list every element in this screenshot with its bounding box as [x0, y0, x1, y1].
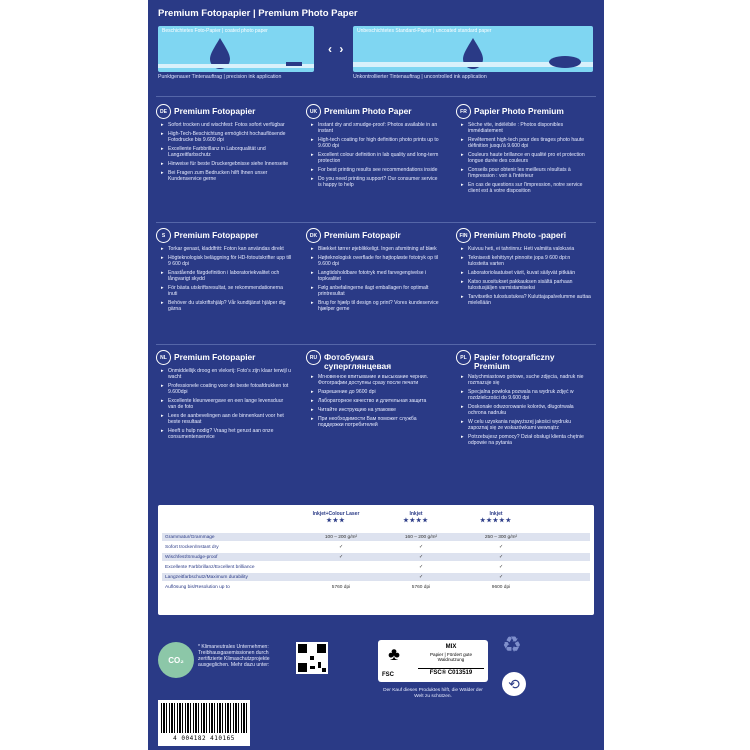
- bullet: ▸ Excellent colour definition in lab quality and long-term protection: [318, 152, 442, 164]
- table-column-header: [378, 511, 454, 524]
- bullet: ▸ Excellente Farbbrillanz in Laborqualität und Langzeitfarbschutz: [168, 146, 292, 158]
- table-cell: 5760 dpi: [411, 584, 431, 590]
- fsc-code: FSC® C013519: [418, 668, 484, 676]
- bullet: ▸ Högteknologisk beläggning för HD-fotoutskrifter upp till 9 600 dpi: [168, 255, 292, 267]
- bullet: ▸ Bei Fragen zum Bedrucken hilft Ihnen unser Kundenservice gerne: [168, 170, 292, 182]
- table-row: [162, 573, 590, 581]
- qr-code-icon: [296, 642, 328, 674]
- coated-paper-illustration: [158, 26, 314, 72]
- fsc-subtitle: Papier | Fördert gute Waldnutzung: [429, 652, 473, 662]
- coated-caption: Beschichtetes Foto-Papier | coated photo paper: [162, 28, 268, 34]
- section-de: [156, 104, 292, 182]
- bullet: ▸ Onmiddellijk droog en vlekvrij: Foto's zijn klaar terwijl u wacht: [168, 368, 292, 380]
- bullet: ▸ Tarvitsetko tulostustukea? Kuluttajapalvelumme auttaa mielellään: [468, 294, 592, 306]
- column-name: Inkjet: [489, 511, 503, 517]
- column-name: Inkjet+Colour Laser: [312, 511, 360, 517]
- bullet: ▸ Kuivuu heti, ei tahriinnu: Heti valmiita valokuvia: [468, 246, 592, 252]
- bullet: ▸ For best printing results see recommendations inside: [318, 167, 442, 173]
- section-title: Фотобумага суперглянцевая: [324, 352, 392, 371]
- table-cell: ✓: [418, 544, 424, 550]
- ink-drop-icon: [158, 26, 314, 72]
- table-column-header: [458, 511, 534, 524]
- table-cell: 9600 dpi: [491, 584, 511, 590]
- bullet: ▸ Katso suositukset pakkauksen sisältä parhaan tulostusjäljen varmistamiseksi: [468, 279, 592, 291]
- language-badge: NL: [156, 350, 171, 365]
- row-label: Wischfest/Smudge-proof: [165, 554, 218, 560]
- table-row: [162, 553, 590, 561]
- section-title: Premium Fotopapier: [174, 352, 256, 362]
- section-title: Premium Fotopapir: [324, 230, 401, 240]
- table-cell: ✓: [498, 544, 504, 550]
- language-badge: RU: [306, 350, 321, 365]
- section-fin: [456, 228, 592, 306]
- uncontrolled-caption: Unkontrollierter Tintenauftrag | uncontrolled ink application: [353, 74, 487, 80]
- table-cell: ✓: [338, 544, 344, 550]
- bullet: ▸ Laboratoriolaatuiset värit, kuvat säilyvät pitkään: [468, 270, 592, 276]
- divider: [156, 222, 596, 223]
- section-nl: [156, 350, 292, 440]
- table-cell: ✓: [498, 564, 504, 570]
- bullet: ▸ Instant dry and smudge-proof: Photos available in an instant: [318, 122, 442, 134]
- section-title: Premium Fotopapper: [174, 230, 259, 240]
- language-badge: FR: [456, 104, 471, 119]
- section-dk: [306, 228, 442, 312]
- table-column-header: [298, 511, 374, 524]
- barcode: [158, 700, 250, 746]
- table-cell: ✓: [498, 574, 504, 580]
- table-row: [162, 543, 590, 551]
- fsc-mix: MIX: [445, 644, 457, 650]
- climate-text: * Klimaneutrales Unternehmen: Treibhausgasemissionen durch zertifizierte Klimaschutzprojekte ausgeglichen. Mehr dazu unter:: [198, 644, 270, 668]
- bullet: ▸ Lees de aanbevelingen aan de binnenkant voor het beste resultaat: [168, 413, 292, 425]
- language-badge: PL: [456, 350, 471, 365]
- bullet: ▸ W celu uzyskania najwyższej jakości wydruku zapoznaj się ze wskazówkami wewnątrz: [468, 419, 592, 431]
- table-cell: ✓: [498, 554, 504, 560]
- spread-ink-drop-icon: [353, 26, 593, 72]
- language-badge: DK: [306, 228, 321, 243]
- section-uk: [306, 104, 442, 188]
- row-label: Auflösung bis/Resolution up to: [165, 584, 230, 590]
- bullet: ▸ Højteknologisk overflade for højtopløste fototryk op til 9.600 dpi: [318, 255, 442, 267]
- section-title: Premium Photo Paper: [324, 106, 412, 116]
- climate-neutral-logo: CO₂: [158, 642, 194, 678]
- section-title: Papier Photo Premium: [474, 106, 564, 116]
- uncoated-caption: Unbeschichtetes Standard-Papier | uncoated standard paper: [357, 28, 492, 34]
- bullet: ▸ Excellente kleurweergave en een lange levensduur van de foto: [168, 398, 292, 410]
- uncoated-paper-illustration: [353, 26, 593, 72]
- table-row: [162, 533, 590, 541]
- table-cell: 5760 dpi: [331, 584, 351, 590]
- row-label: Langzeitfarbschutz/Maximum durability: [165, 574, 248, 580]
- table-cell: 100 – 200 g/m²: [324, 534, 358, 540]
- package-back: [148, 0, 604, 750]
- page-title: Premium Fotopapier | Premium Photo Paper: [158, 8, 358, 19]
- table-cell: 160 – 200 g/m²: [404, 534, 438, 540]
- bullet: ▸ Følg anbefalingerne ilagt emballagen for optimalt printresultat: [318, 285, 442, 297]
- bullet: ▸ Sofort trocken und wischfest: Fotos sofort verfügbar: [168, 122, 292, 128]
- language-badge: FIN: [456, 228, 471, 243]
- bullet: ▸ Professionele coating voor de beste fotoafdrukken tot 9.600dpi: [168, 383, 292, 395]
- column-name: Inkjet: [409, 511, 423, 517]
- section-title: Papier fotograficzny Premium: [474, 352, 555, 371]
- divider: [156, 344, 596, 345]
- recycle-arrows-icon: ⟲: [502, 672, 526, 696]
- bullet: ▸ Langtidsholdbare fototryk med farvegengivelse i topkvalitet: [318, 270, 442, 282]
- bullet: ▸ Лабораторное качество и длительная защита: [318, 398, 442, 404]
- bullet: ▸ Разрешение до 9600 dpi: [318, 389, 442, 395]
- row-label: Grammatur/Grammage: [165, 534, 215, 540]
- barcode-bars: [161, 703, 247, 733]
- recycle-icon: ♻: [502, 632, 522, 657]
- star-rating: ★★★★: [403, 518, 429, 524]
- compare-arrows: ‹ ›: [328, 42, 346, 56]
- bullet: ▸ Sèche vite, indélébile : Photos disponibles immédiatement: [468, 122, 592, 134]
- barcode-number: 4 004182 410165: [173, 735, 235, 742]
- bullet: ▸ Blækket tørrer øjeblikkeligt. Ingen afsmitning af blæk: [318, 246, 442, 252]
- bullet: ▸ Conseils pour obtenir les meilleurs résultats à l'impression : voir à l'intérieur: [468, 167, 592, 179]
- bullet: ▸ При необходимости Вам поможет служба поддержки потребителей: [318, 416, 442, 428]
- bullet: ▸ Teknisesti kehittynyt pinnoite jopa 9 600 dpi:n tulosteita varten: [468, 255, 592, 267]
- bullet: ▸ En cas de questions sur l'impression, notre service client est à votre disposition: [468, 182, 592, 194]
- section-fr: [456, 104, 592, 194]
- section-pl: [456, 350, 592, 446]
- bullet: ▸ Behöver du utskriftshjälp? Vår kundtjänst hjälper dig gärna: [168, 300, 292, 312]
- bullet: ▸ Читайте инструкцию на упаковке: [318, 407, 442, 413]
- bullet: ▸ Brug for hjælp til design og print? Vores kundeservice hjælper gerne: [318, 300, 442, 312]
- bullet: ▸ Potrzebujesz pomocy? Dział obsługi klienta chętnie odpowie na pytania: [468, 434, 592, 446]
- section-s: [156, 228, 292, 312]
- bullet: ▸ Мгновенное впитывание и высыхание чернил. Фотографии доступны сразу после печати: [318, 374, 442, 386]
- bullet: ▸ Enastående färgdefinition i laboratoriekvalitet och långvarigt skydd: [168, 270, 292, 282]
- language-badge: S: [156, 228, 171, 243]
- bullet: ▸ Specjalna powłoka pozwala na wydruk zdjęć w rozdzielczości do 9.600 dpi: [468, 389, 592, 401]
- bullet: ▸ För bästa utskriftsresultat, se rekommendationerna inuti: [168, 285, 292, 297]
- footer: [148, 630, 604, 750]
- bullet: ▸ Hinweise für beste Druckergebnisse siehe Innenseite: [168, 161, 292, 167]
- bullet: ▸ Doskonałe odwzorowanie kolorów, długotrwała ochrona nadruku: [468, 404, 592, 416]
- star-rating: ★★★★★: [480, 518, 512, 524]
- table-row: [162, 583, 590, 591]
- table-cell: ✓: [418, 564, 424, 570]
- language-badge: DE: [156, 104, 171, 119]
- fsc-tree-icon: ♣: [388, 644, 400, 664]
- comparison-table: [158, 505, 594, 615]
- table-cell: ✓: [338, 554, 344, 560]
- row-label: Excellente Farbbrillanz/Excellent brilliance: [165, 564, 255, 570]
- row-label: Sofort trocken/Instant dry: [165, 544, 219, 550]
- bullet: ▸ Do you need printing support? Our consumer service is happy to help: [318, 176, 442, 188]
- bullet: ▸ Natychmiastowo gotowe, suche zdjęcia, nadruk nie rozmazuje się: [468, 374, 592, 386]
- bullet: ▸ Couleurs haute brillance en qualité pro et protection longue durée des couleurs: [468, 152, 592, 164]
- bullet: ▸ Torkar genast, kladdfritt: Foton kan användas direkt: [168, 246, 292, 252]
- table-cell: ✓: [418, 554, 424, 560]
- precision-caption: Punktgenauer Tintenauftrag | precision ink application: [158, 74, 282, 80]
- fsc-certificate: [378, 640, 488, 682]
- section-ru: [306, 350, 442, 428]
- table-cell: 250 – 300 g/m²: [484, 534, 518, 540]
- bullet: ▸ Revêtement high-tech pour des tirages photo haute définition jusqu'à 9.600 dpi: [468, 137, 592, 149]
- table-row: [162, 563, 590, 571]
- language-badge: UK: [306, 104, 321, 119]
- divider: [156, 96, 596, 97]
- star-rating: ★★★: [326, 518, 346, 524]
- bullet: ▸ High-Tech-Beschichtung ermöglicht hochauflösende Fotodrucke bis 9.600 dpi: [168, 131, 292, 143]
- section-title: Premium Fotopapier: [174, 106, 256, 116]
- table-cell: ✓: [418, 574, 424, 580]
- forest-text: Der Kauf dieses Produktes hilft, die Wälder der Welt zu schützen.: [383, 688, 483, 699]
- bullet: ▸ Heeft u hulp nodig? Vraag het gerust aan onze consumentenservice: [168, 428, 292, 440]
- fsc-label: FSC: [382, 672, 394, 678]
- bullet: ▸ High-tech coating for high definition photo prints up to 9.600 dpi: [318, 137, 442, 149]
- section-title: Premium Photo -paperi: [474, 230, 567, 240]
